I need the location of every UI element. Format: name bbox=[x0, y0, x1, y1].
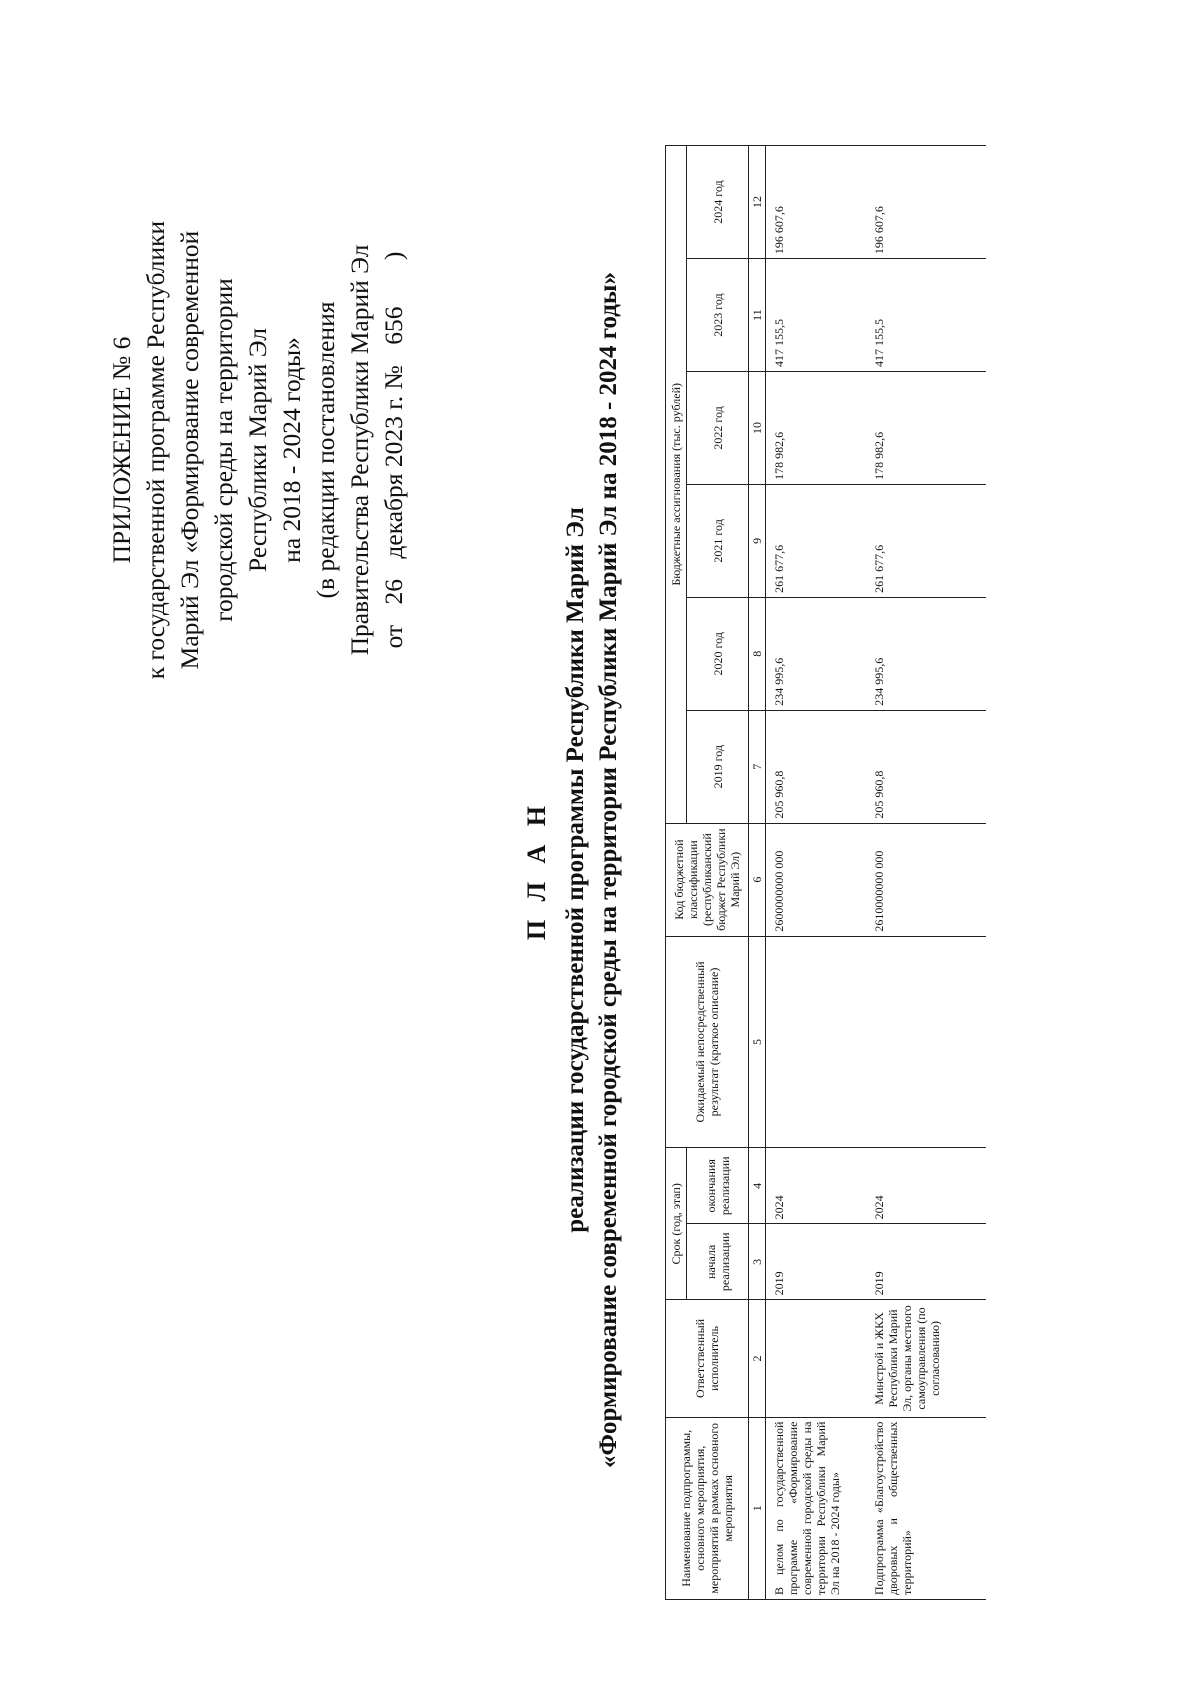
column-number: 11 bbox=[749, 259, 766, 372]
row-result bbox=[766, 936, 866, 1148]
header-result: Ожидаемый непосредственный результат (краткое описание) bbox=[666, 936, 749, 1148]
header-executor: Ответственный исполнитель bbox=[666, 1300, 749, 1417]
column-number: 8 bbox=[749, 597, 766, 710]
appendix-line: к государственной программе Республики bbox=[141, 220, 170, 680]
header-year: 2019 год bbox=[687, 710, 749, 823]
appendix-line: городской среды на территории bbox=[209, 278, 238, 622]
column-number: 5 bbox=[749, 936, 766, 1148]
row-value-2020: 234 995,6 bbox=[866, 597, 986, 710]
row-end-year: 2024 bbox=[866, 1148, 986, 1224]
row-executor bbox=[766, 1300, 866, 1417]
row-value-2020: 234 995,6 bbox=[766, 597, 866, 710]
header-budget: Бюджетные ассигнования (тыс. рублей) bbox=[666, 146, 687, 824]
resolution-date-line bbox=[377, 190, 411, 710]
table-row bbox=[866, 146, 986, 1600]
appendix-line: Правительства Республики Марий Эл bbox=[345, 244, 374, 656]
row-end-year: 2024 bbox=[766, 1148, 866, 1224]
header-year: 2022 год bbox=[687, 371, 749, 484]
row-code: 2600000000 000 bbox=[766, 823, 866, 936]
row-name: Подпрограмма «Благоустройство дворовых и общественных территорий» bbox=[866, 1417, 986, 1599]
column-number: 12 bbox=[749, 146, 766, 259]
header-term: Срок (год, этап) bbox=[666, 1148, 687, 1300]
plan-table bbox=[665, 145, 986, 1600]
column-number: 10 bbox=[749, 371, 766, 484]
column-number: 9 bbox=[749, 484, 766, 597]
date-suffix: ) bbox=[379, 251, 408, 261]
row-value-2021: 261 677,6 bbox=[866, 484, 986, 597]
column-number: 2 bbox=[749, 1300, 766, 1417]
row-value-2024: 196 607,6 bbox=[866, 146, 986, 259]
row-start-year: 2019 bbox=[866, 1224, 986, 1300]
header-year: 2024 год bbox=[687, 146, 749, 259]
row-value-2021: 261 677,6 bbox=[766, 484, 866, 597]
plan-subtitle: реализации государственной программы Республики Марий Эл bbox=[562, 507, 589, 1233]
column-number: 7 bbox=[749, 710, 766, 823]
appendix-line: на 2018 - 2024 годы» bbox=[277, 337, 306, 563]
table-row bbox=[766, 146, 866, 1600]
resolution-number: 656 bbox=[379, 306, 408, 345]
row-value-2019: 205 960,8 bbox=[866, 710, 986, 823]
table-header-row bbox=[666, 146, 687, 1600]
plan-title: П Л А Н bbox=[522, 799, 551, 941]
date-day: 26 bbox=[379, 578, 408, 605]
row-start-year: 2019 bbox=[766, 1224, 866, 1300]
appendix-line: Республики Марий Эл bbox=[243, 328, 272, 572]
header-term-end: окончания реализации bbox=[687, 1148, 749, 1224]
row-result bbox=[866, 936, 986, 1148]
header-name: Наименование подпрограммы, основного мероприятия, мероприятий в рамках основного мероприятия bbox=[666, 1417, 749, 1599]
row-executor: Минстрой и ЖКХ Республики Марий Эл, органы местного самоуправления (по согласованию) bbox=[866, 1300, 986, 1417]
column-numbers-row bbox=[749, 146, 766, 1600]
header-year: 2021 год bbox=[687, 484, 749, 597]
date-month-year: декабря 2023 г. № bbox=[379, 365, 408, 559]
row-value-2024: 196 607,6 bbox=[766, 146, 866, 259]
column-number: 6 bbox=[749, 823, 766, 936]
row-value-2022: 178 982,6 bbox=[866, 371, 986, 484]
row-code: 2610000000 000 bbox=[866, 823, 986, 936]
column-number: 4 bbox=[749, 1148, 766, 1224]
column-number: 1 bbox=[749, 1417, 766, 1599]
date-prefix: от bbox=[379, 624, 408, 649]
row-value-2023: 417 155,5 bbox=[866, 259, 986, 372]
header-code: Код бюджетной классификации (республиканский бюджет Республики Марий Эл) bbox=[666, 823, 749, 936]
appendix-line: (в редакции постановления bbox=[311, 301, 340, 599]
column-number: 3 bbox=[749, 1224, 766, 1300]
document-page bbox=[80, 130, 1100, 1610]
header-year: 2020 год bbox=[687, 597, 749, 710]
row-value-2019: 205 960,8 bbox=[766, 710, 866, 823]
row-value-2023: 417 155,5 bbox=[766, 259, 866, 372]
appendix-line: Марий Эл «Формирование современной bbox=[175, 230, 204, 670]
row-value-2022: 178 982,6 bbox=[766, 371, 866, 484]
appendix-title: ПРИЛОЖЕНИЕ № 6 bbox=[107, 336, 136, 564]
row-name: В целом по государственной программе «Формирование современной городской среды на территории Республики Марий Эл на 2018 - 2024 годы» bbox=[766, 1417, 866, 1599]
plan-program-name: «Формирование современной городской среды на территории Республики Марий Эл на 2018 - 2024 годы» bbox=[595, 272, 622, 1468]
appendix-block bbox=[105, 190, 411, 710]
header-term-start: начала реализации bbox=[687, 1224, 749, 1300]
header-year: 2023 год bbox=[687, 259, 749, 372]
